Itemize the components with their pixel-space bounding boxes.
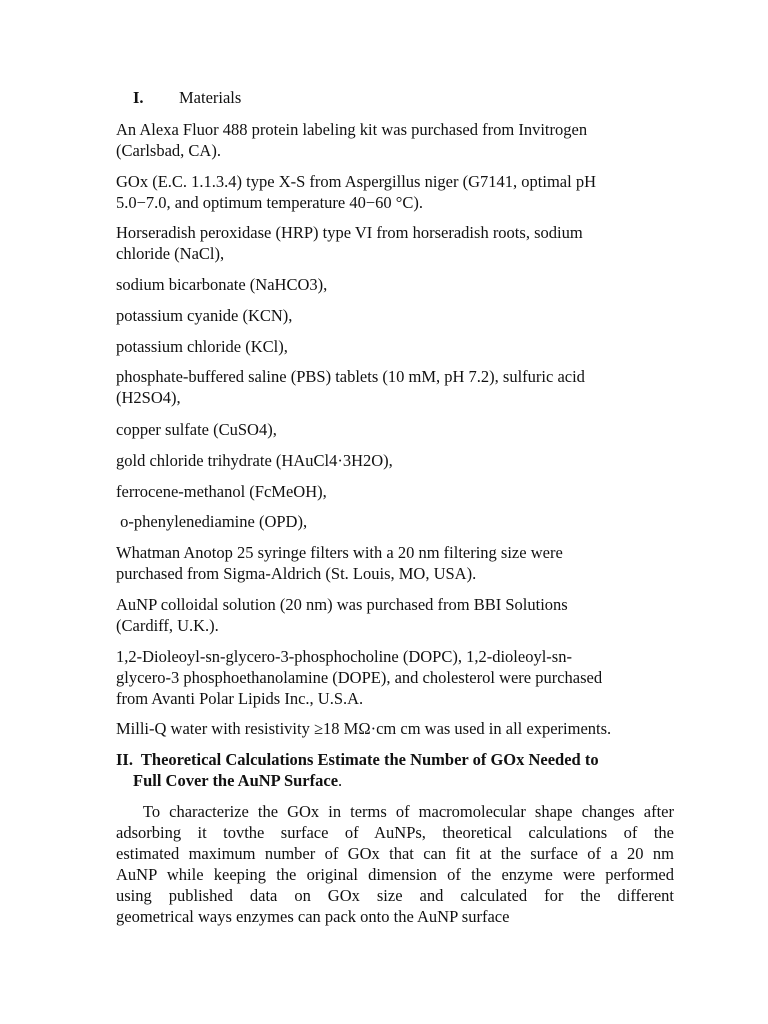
material-line: AuNP colloidal solution (20 nm) was purchased from BBI Solutions	[116, 595, 568, 614]
material-line: chloride (NaCl),	[116, 244, 225, 263]
material-line: Whatman Anotop 25 syringe filters with a 20 nm filtering size were	[116, 543, 563, 562]
material-line: purchased from Sigma-Aldrich (St. Louis, MO, USA).	[116, 564, 477, 583]
material-line: ferrocene-methanol (FcMeOH),	[116, 482, 327, 501]
paragraph-line: adsorbing it tovthe surface of AuNPs, theoretical calculations of the	[116, 823, 674, 842]
material-line: An Alexa Fluor 488 protein labeling kit was purchased from Invitrogen	[116, 120, 588, 139]
material-line: o-phenylenediamine (OPD),	[116, 512, 308, 531]
material-line: gold chloride trihydrate (HAuCl4·3H2O),	[116, 451, 393, 470]
material-line: Milli-Q water with resistivity ≥18 MΩ·cm cm was used in all experiments.	[116, 719, 612, 738]
material-line: Horseradish peroxidase (HRP) type VI from horseradish roots, sodium	[116, 223, 583, 242]
material-line: glycero-3 phosphoethanolamine (DOPE), and cholesterol were purchased	[116, 668, 603, 687]
section-heading-calculations-line2	[133, 770, 342, 791]
material-line: phosphate-buffered saline (PBS) tablets (10 mM, pH 7.2), sulfuric acid	[116, 367, 585, 386]
material-line: 1,2-Dioleoyl-sn-glycero-3-phosphocholine (DOPC), 1,2-dioleoyl-sn-	[116, 647, 572, 666]
section-title: Materials	[179, 88, 242, 107]
paragraph-line: To characterize the GOx in terms of macromolecular shape changes after	[116, 802, 674, 821]
material-line: potassium chloride (KCl),	[116, 337, 288, 356]
material-line: potassium cyanide (KCN),	[116, 306, 293, 325]
paragraph-line: estimated maximum number of GOx that can fit at the surface of a 20 nm	[116, 844, 674, 863]
section-numeral: I.	[133, 88, 144, 107]
material-line: sodium bicarbonate (NaHCO3),	[116, 275, 328, 294]
material-line: 5.0−7.0, and optimum temperature 40−60 °C).	[116, 193, 424, 212]
material-line: (H2SO4),	[116, 388, 181, 407]
material-line: (Carlsbad, CA).	[116, 141, 221, 160]
material-line: GOx (E.C. 1.1.3.4) type X-S from Aspergillus niger (G7141, optimal pH	[116, 172, 596, 191]
paragraph-line: using published data on GOx size and calculated for the different	[116, 886, 674, 905]
paragraph-line: geometrical ways enzymes can pack onto the AuNP surface	[116, 907, 510, 926]
material-line: copper sulfate (CuSO4),	[116, 420, 277, 439]
material-line: (Cardiff, U.K.).	[116, 616, 219, 635]
section-heading-calculations-line1: II. Theoretical Calculations Estimate the Number of GOx Needed to	[116, 750, 599, 769]
paragraph-line: AuNP while keeping the original dimension of the enzyme were performed	[116, 865, 674, 884]
section-heading-period: .	[338, 771, 343, 790]
material-line: from Avanti Polar Lipids Inc., U.S.A.	[116, 689, 364, 708]
section-heading-text: Full Cover the AuNP Surface	[133, 771, 339, 790]
